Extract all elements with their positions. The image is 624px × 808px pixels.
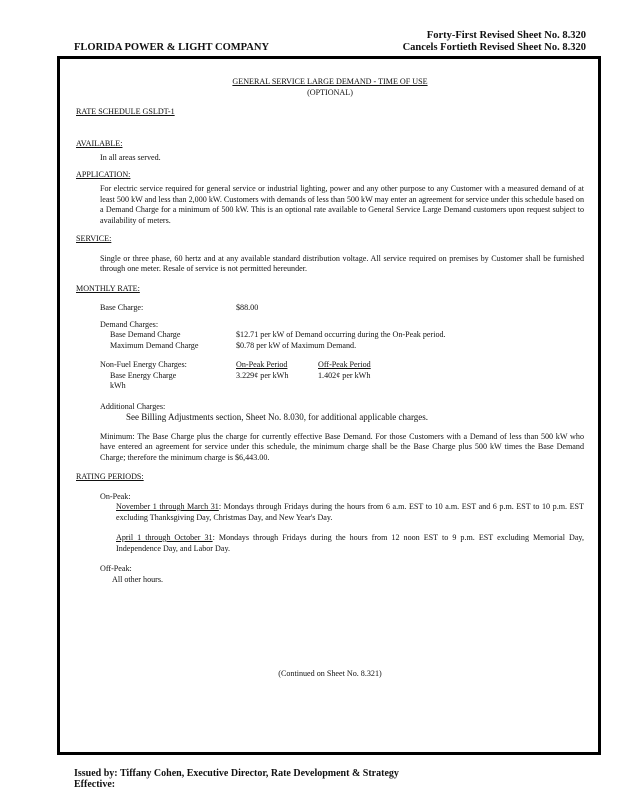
- winter-period: [76, 502, 584, 523]
- off-peak-label: Off-Peak:: [100, 564, 132, 573]
- application-heading: APPLICATION:: [76, 169, 131, 179]
- max-demand-label: Maximum Demand Charge: [110, 340, 199, 350]
- application-text: For electric service required for general service or industrial lighting, power and any other purpose to any Customer with a measured demand of at least 500 kW and less than 2,000 kW. Customers with demands of less than 500 kW may enter an agreement for service under this schedule based on a Demand Charge for a minimum of 500 kW. This is an optional rate available to General Service Large Demand customers upon request subject to availability of meters.: [100, 184, 584, 225]
- available-heading: AVAILABLE:: [76, 138, 123, 148]
- document-body: [76, 77, 584, 680]
- additional-charges-label: Additional Charges:: [100, 401, 166, 411]
- on-peak-label: On-Peak:: [100, 491, 131, 501]
- minimum-text: Minimum: The Base Charge plus the charge for currently effective Base Demand. For those Customers with a Demand of less than 500 kW who have entered an agreement for service under this schedule, the minimum charge shall be the Base Charge plus 500 kW times the Base Demand Charge; therefore the minimum charge is $6,443.00.: [100, 431, 584, 462]
- nonfuel-label: Non-Fuel Energy Charges:: [100, 360, 187, 369]
- summer-period: [76, 533, 584, 554]
- company-name: FLORIDA POWER & LIGHT COMPANY: [74, 42, 270, 53]
- base-energy-row: [76, 371, 584, 382]
- effective-date: Effective:: [74, 779, 116, 790]
- service-text: Single or three phase, 60 hertz and at any available standard distribution voltage. All service required on premises by Customer shall be furnished through one meter. Resale of service is not permitted hereunder.: [100, 253, 584, 273]
- sheet-number: Forty-First Revised Sheet No. 8.320: [426, 30, 586, 41]
- nonfuel-row: [76, 360, 584, 371]
- sheet-header: [403, 30, 586, 54]
- cancels-sheet: Cancels Fortieth Revised Sheet No. 8.320: [402, 42, 586, 53]
- max-demand-row: [76, 341, 584, 352]
- winter-hours: : Mondays through Fridays during the hours from 6 a.m. EST to 10 a.m. EST and 6 p.m. EST to 10 p.m. EST excluding Thanksgiving Day, Christmas Day, and New Year's Day.: [116, 502, 584, 522]
- footer: [74, 768, 399, 790]
- rate-schedule: RATE SCHEDULE GSLDT-1: [76, 107, 175, 116]
- base-demand-label: Base Demand Charge: [110, 330, 181, 339]
- summer-dates: April 1 through October 31: [116, 533, 213, 542]
- base-charge-row: [76, 303, 584, 314]
- document-frame: [57, 56, 601, 755]
- base-energy-label: Base Energy Charge: [110, 370, 177, 380]
- on-peak-header: On-Peak Period: [236, 360, 288, 369]
- base-energy-unit: kWh: [110, 381, 126, 390]
- off-peak-value: 1.402¢ per kWh: [318, 370, 371, 380]
- base-charge-value: $88.00: [236, 303, 259, 312]
- rating-periods-heading: RATING PERIODS:: [76, 472, 144, 481]
- service-heading: SERVICE:: [76, 234, 112, 243]
- winter-dates: November 1 through March 31: [116, 502, 219, 511]
- on-peak-value: 3.229¢ per kWh: [236, 370, 289, 380]
- base-charge-label: Base Charge:: [100, 303, 144, 312]
- base-demand-row: [76, 330, 584, 341]
- demand-charges-label: Demand Charges:: [100, 319, 159, 329]
- doc-title: GENERAL SERVICE LARGE DEMAND - TIME OF USE: [232, 77, 428, 86]
- off-peak-text: All other hours.: [112, 574, 164, 584]
- doc-subtitle: (OPTIONAL): [307, 87, 353, 97]
- available-text: In all areas served.: [100, 153, 161, 162]
- monthly-rate-heading: MONTHLY RATE:: [76, 283, 140, 293]
- issued-by: Issued by: Tiffany Cohen, Executive Director, Rate Development & Strategy: [74, 768, 399, 779]
- base-demand-value: $12.71 per kW of Demand occurring during the On-Peak period.: [236, 330, 446, 339]
- continued-note: (Continued on Sheet No. 8.321): [278, 669, 382, 678]
- summer-hours: : Mondays through Fridays during the hours from 12 noon EST to 9 p.m. EST excluding Memorial Day, Independence Day, and Labor Day.: [116, 533, 584, 553]
- off-peak-header: Off-Peak Period: [318, 360, 371, 369]
- max-demand-value: $0.78 per kW of Maximum Demand.: [236, 340, 357, 350]
- additional-charges-text: See Billing Adjustments section, Sheet No. 8.030, for additional applicable charges.: [126, 412, 429, 422]
